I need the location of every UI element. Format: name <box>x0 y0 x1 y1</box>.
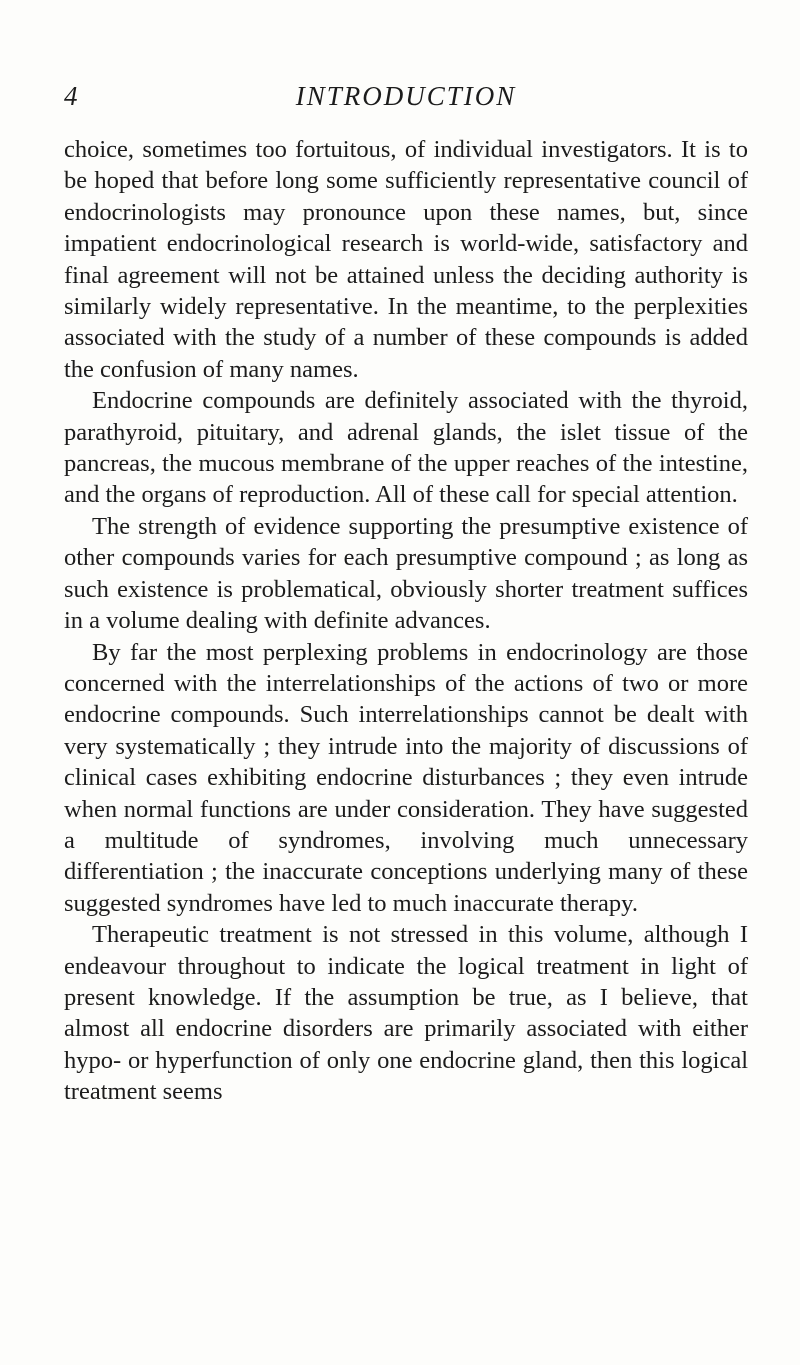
paragraph-1: choice, sometimes too fortuitous, of individual investigators. It is to be hoped that before long some sufficiently representative council of endocrinologists may pronounce upon these names, but, since impatient endocrinological research is world-wide, satisfactory and final agreement will not be attained unless the deciding authority is similarly widely representative. In the meantime, to the perplexities associated with the study of a number of these compounds is added the confusion of many names. <box>64 136 748 383</box>
page-number: 4 <box>64 81 78 111</box>
paragraph-5: Therapeutic treatment is not stressed in this volume, although I endeavour throughout to indicate the logical treatment in light of present knowledge. If the assumption be true, as I believe, that almost all endocrine disorders are primarily associated with either hypo- or hyperfunction of only one endocrine gland, then this logical treatment seems <box>64 921 748 1106</box>
paragraph-2: Endocrine compounds are definitely associated with the thyroid, parathyroid, pituitary, and adrenal glands, the islet tissue of the pancreas, the mucous membrane of the upper reaches of the intestine, and the organs of reproduction. All of these call for special attention. <box>64 387 748 509</box>
page-header <box>64 76 748 116</box>
paragraph-4: By far the most perplexing problems in endocrinology are those concerned with the interrelationships of the actions of two or more endocrine compounds. Such interrelationships cannot be dealt with very systematically ; they intrude into the majority of discussions of clinical cases exhibiting endocrine disturbances ; they even intrude when normal functions are under consideration. They have suggested a multitude of syndromes, involving much unnecessary differentiation ; the inaccurate conceptions underlying many of these suggested syndromes have led to much inaccurate therapy. <box>64 638 748 917</box>
paragraph-3: The strength of evidence supporting the presumptive existence of other compounds varies for each presumptive compound ; as long as such existence is problematical, obviously shorter treatment suffices in a volume dealing with definite advances. <box>64 512 748 635</box>
body-text <box>64 134 748 1108</box>
running-head: INTRODUCTION <box>295 81 517 111</box>
